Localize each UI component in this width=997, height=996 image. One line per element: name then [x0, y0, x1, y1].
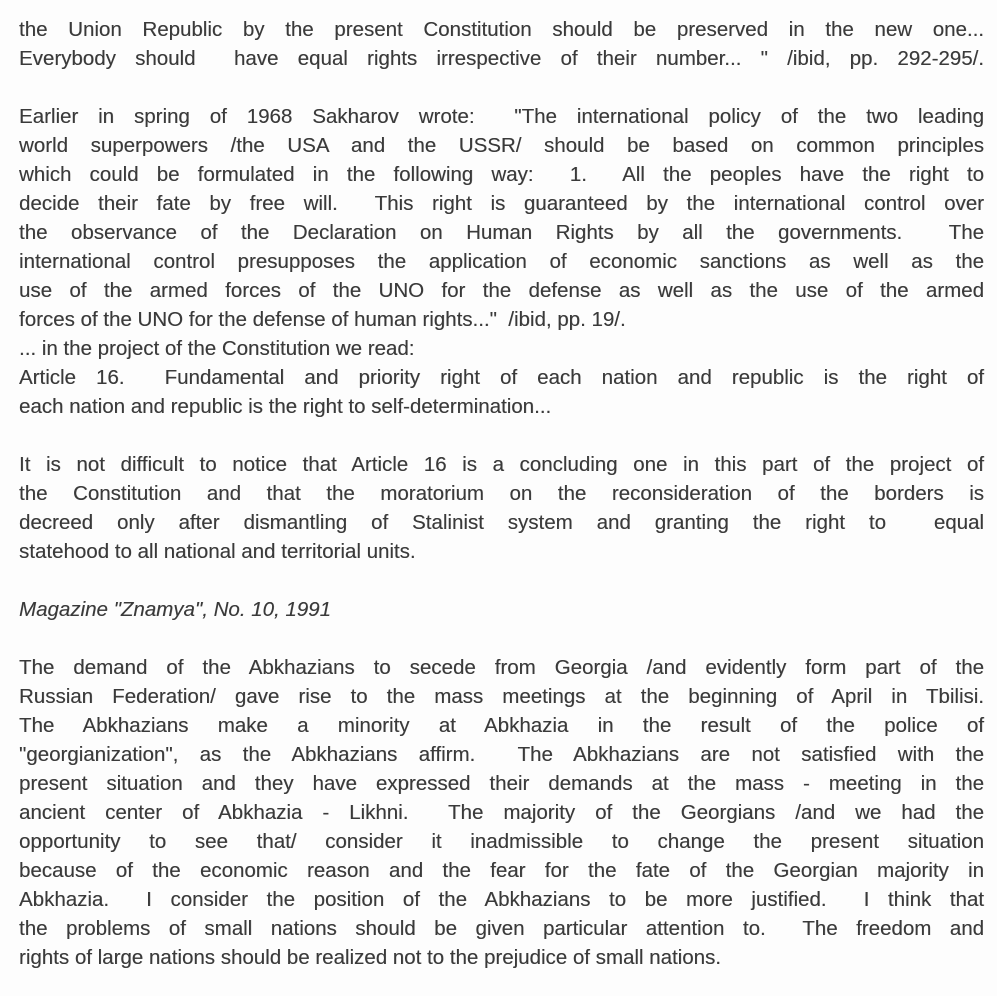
text-line: Abkhazia. I consider the position of the Abkhazians to be more justified. I think that	[19, 888, 984, 911]
text-line: Article 16. Fundamental and priority right of each nation and republic is the right of	[19, 366, 984, 389]
text-line: decide their fate by free will. This right is guaranteed by the international control over	[19, 192, 984, 215]
text-line: which could be formulated in the following way: 1. All the peoples have the right to	[19, 163, 984, 186]
citation-magazine-znamya	[19, 595, 984, 624]
paragraph-union-republic	[19, 15, 984, 73]
text-line: international control presupposes the application of economic sanctions as well as the	[19, 250, 984, 273]
text-line: opportunity to see that/ consider it inadmissible to change the present situation	[19, 830, 984, 853]
text-line: Russian Federation/ gave rise to the mass meetings at the beginning of April in Tbilisi.	[19, 685, 984, 708]
document-text	[19, 15, 984, 972]
text-line: rights of large nations should be realized not to the prejudice of small nations.	[19, 946, 721, 969]
text-line: the observance of the Declaration on Human Rights by all the governments. The	[19, 221, 984, 244]
text-line: The Abkhazians make a minority at Abkhazia in the result of the police of	[19, 714, 984, 737]
text-line: Earlier in spring of 1968 Sakharov wrote: "The international policy of the two leading	[19, 105, 984, 128]
text-line: decreed only after dismantling of Stalinist system and granting the right to equal	[19, 511, 984, 534]
text-line: the Constitution and that the moratorium on the reconsideration of the borders is	[19, 482, 984, 505]
text-line: each nation and republic is the right to self-determination...	[19, 395, 552, 418]
text-line: It is not difficult to notice that Article 16 is a concluding one in this part of the project of	[19, 453, 984, 476]
paragraph-abkhazians	[19, 653, 984, 972]
text-line: the Union Republic by the present Constitution should be preserved in the new one...	[19, 18, 984, 41]
text-line: because of the economic reason and the fear for the fate of the Georgian majority in	[19, 859, 984, 882]
text-line: present situation and they have expressed their demands at the mass - meeting in the	[19, 772, 984, 795]
text-line: world superpowers /the USA and the USSR/ should be based on common principles	[19, 134, 984, 157]
text-line: forces of the UNO for the defense of human rights..." /ibid, pp. 19/.	[19, 308, 626, 331]
text-line: use of the armed forces of the UNO for the defense as well as the use of the armed	[19, 279, 984, 302]
paragraph-sakharov-1968	[19, 102, 984, 421]
text-line: Magazine "Znamya", No. 10, 1991	[19, 598, 331, 621]
text-line: Everybody should have equal rights irrespective of their number... " /ibid, pp. 292-295/.	[19, 47, 984, 70]
text-line: ancient center of Abkhazia - Likhni. The majority of the Georgians /and we had the	[19, 801, 984, 824]
paragraph-article-16-comment	[19, 450, 984, 566]
text-line: statehood to all national and territorial units.	[19, 540, 416, 563]
text-line: the problems of small nations should be given particular attention to. The freedom and	[19, 917, 984, 940]
text-line: ... in the project of the Constitution we read:	[19, 337, 415, 360]
text-line: "georgianization", as the Abkhazians affirm. The Abkhazians are not satisfied with the	[19, 743, 984, 766]
text-line: The demand of the Abkhazians to secede from Georgia /and evidently form part of the	[19, 656, 984, 679]
